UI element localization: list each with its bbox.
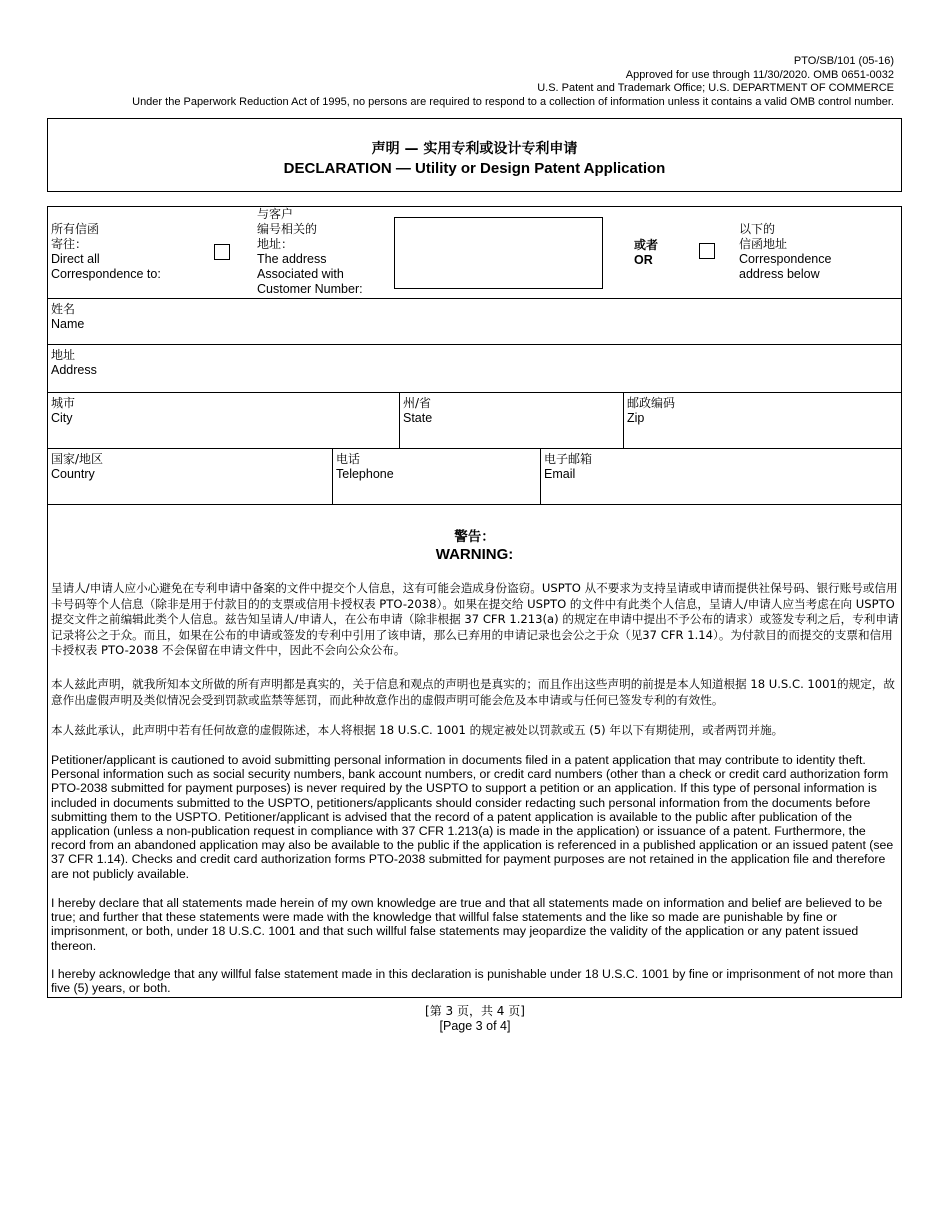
paperwork-notice: Under the Paperwork Reduction Act of 1995, no persons are required to respond to a collection of information unless it contains a valid OMB control number. xyxy=(132,95,894,108)
customer-en-1: The address xyxy=(257,252,327,266)
zip-field[interactable] xyxy=(624,393,901,448)
country-field[interactable] xyxy=(48,449,333,504)
state-en: State xyxy=(403,411,433,425)
warning-paragraph-zh-3: 本人兹此承认，此声明中若有任何故意的虚假陈述，本人将根据 18 U.S.C. 1001 的规定被处以罚款或五 (5) 年以下有期徒刑，或者两罚并施。 xyxy=(51,723,784,737)
omb-approval: Approved for use through 11/30/2020. OMB 0651-0032 xyxy=(625,68,894,81)
address-label xyxy=(51,348,97,378)
warning-paragraph-en-1: Petitioner/applicant is cautioned to avoid submitting personal information in documents filed in a patent application that may contribute to identity theft. Personal information such as social security numbers, bank account numbers, or credit card numbers (other than a check or credit card authorization form PTO-2038 submitted for payment purposes) is never required by the USPTO to support a petition or an application. If this type of personal information is included in documents submitted to the USPTO, petitioners/applicants should consider redacting such personal information from the documents before submitting them to the USPTO. Petitioner/applicant is advised that the record of a patent application is available to the public after publication of the application (unless a non-publication request in compliance with 37 CFR 1.213(a) is made in the application) or issuance of a patent. Furthermore, the record from an abandoned application may also be available to the public if the application is referenced in a published application or an issued patent (see 37 CFR 1.14). Checks and credit card authorization forms PTO-2038 submitted for payment purposes are not retained in the application file and therefore are not publicly available. xyxy=(51,753,894,881)
customer-address-label xyxy=(257,207,363,297)
city-en: City xyxy=(51,411,73,425)
state-zh: 州/省 xyxy=(403,396,432,410)
declaration-form xyxy=(47,206,902,998)
country-telephone-email-row xyxy=(48,449,901,505)
page-number xyxy=(0,1004,950,1034)
form-header xyxy=(132,55,894,109)
address-en: Address xyxy=(51,363,97,377)
city-field[interactable] xyxy=(48,393,400,448)
warning-title-zh: 警告： xyxy=(454,529,495,545)
title-en: DECLARATION — Utility or Design Patent Application xyxy=(283,160,666,177)
customer-number-checkbox[interactable] xyxy=(214,244,230,260)
warning-heading xyxy=(48,505,901,563)
page-number-en: [Page 3 of 4] xyxy=(439,1019,511,1033)
correspondence-row xyxy=(48,207,901,299)
country-en: Country xyxy=(51,467,95,481)
warning-paragraph-zh-1: 呈请人/申请人应小心避免在专利申请中备案的文件中提交个人信息，这有可能会造成身份盗窃。USPTO 从不要求为支持呈请或申请而提供社保号码、银行账号或信用卡号码等个人信息（除非是用于付款目的的支票或信用卡授权表 PTO-2038）。如果在提交给 USPTO 的文件中有此类个人信息，呈请人/申请人应当考虑在向 USPTO 提交文件之前编辑此类个人信息。兹告知呈请人/申请人，在公布申请（除非根据 37 CFR 1.213(a) 的规定在申请中提出不予公布的请求）或签发专利之后，专利申请记录将公之于众。而且，如果在公布的申请或签发的专利中引用了该申请，那么已弃用的申请记录也会公之于众（见37 CFR 1.14）。为付款目的而提交的支票和信用卡授权表 PTO-2038 不会保留在申请文件中，因此不会向公众公布。 xyxy=(51,581,899,657)
correspondence-below-label xyxy=(739,222,831,282)
customer-zh-1: 与客户 xyxy=(257,207,294,221)
form-id: PTO/SB/101 (05-16) xyxy=(793,55,894,67)
customer-number-field[interactable] xyxy=(394,217,603,289)
direct-zh-1: 所有信函 xyxy=(51,222,100,236)
name-en: Name xyxy=(51,317,85,331)
direct-en-2: Correspondence to: xyxy=(51,267,161,281)
agency-line: U.S. Patent and Trademark Office; U.S. DEPARTMENT OF COMMERCE xyxy=(537,82,894,94)
state-label xyxy=(403,396,432,426)
country-zh: 国家/地区 xyxy=(51,452,104,466)
address-field[interactable] xyxy=(48,345,901,393)
or-zh: 或者 xyxy=(634,238,659,252)
warning-paragraph-zh-2: 本人兹此声明，就我所知本文所做的所有声明都是真实的，关于信息和观点的声明也是真实的；而且作出这些声明的前提是本人知道根据 18 U.S.C. 1001的规定，故意作出虚假声明及类似情况会受到罚款或监禁等惩罚，而此种故意作出的虚假声明可能会危及本申请或与任何已签发专利的有效性。 xyxy=(51,677,895,707)
email-field[interactable] xyxy=(541,449,901,504)
name-field[interactable] xyxy=(48,299,901,345)
email-label xyxy=(544,452,592,482)
warning-paragraph-en-3: I hereby acknowledge that any willful false statement made in this declaration is punishable under 18 U.S.C. 1001 by fine or imprisonment of not more than five (5) years, or both. xyxy=(51,967,894,996)
customer-en-2: Associated with xyxy=(257,267,344,281)
zip-label xyxy=(627,396,675,426)
name-zh: 姓名 xyxy=(51,302,76,316)
warning-title-en: WARNING: xyxy=(435,546,514,563)
email-en: Email xyxy=(544,467,576,481)
city-label xyxy=(51,396,75,426)
title-zh: 声明 — 实用专利或设计专利申请 xyxy=(371,141,578,157)
email-zh: 电子邮箱 xyxy=(544,452,593,466)
telephone-en: Telephone xyxy=(336,467,394,481)
direct-correspondence-label xyxy=(51,222,161,282)
telephone-label xyxy=(336,452,394,482)
direct-zh-2: 寄往： xyxy=(51,237,88,251)
warning-paragraph-en-2: I hereby declare that all statements made herein of my own knowledge are true and that all statements made on information and belief are believed to be true; and further that these statements were made with the knowledge that willful false statements and the like so made are punishable by fine or imprisonment, or both, under 18 U.S.C. 1001 and that such willful false statements may jeopardize the validity of the application or any patent issued thereon. xyxy=(51,896,883,953)
zip-en: Zip xyxy=(627,411,645,425)
title-box xyxy=(47,118,902,192)
direct-en-1: Direct all xyxy=(51,252,100,266)
below-en-1: Correspondence xyxy=(739,252,832,266)
country-label xyxy=(51,452,103,482)
name-label xyxy=(51,302,84,332)
state-field[interactable] xyxy=(400,393,624,448)
customer-en-3: Customer Number: xyxy=(257,282,363,296)
customer-zh-3: 地址： xyxy=(257,237,294,251)
below-zh-1: 以下的 xyxy=(739,222,776,236)
city-state-zip-row xyxy=(48,393,901,449)
zip-zh: 邮政编码 xyxy=(627,396,676,410)
city-zh: 城市 xyxy=(51,396,76,410)
customer-zh-2: 编号相关的 xyxy=(257,222,318,236)
or-label xyxy=(634,238,658,268)
address-zh: 地址 xyxy=(51,348,76,362)
or-en: OR xyxy=(634,253,653,267)
below-zh-2: 信函地址 xyxy=(739,237,788,251)
correspondence-below-checkbox[interactable] xyxy=(699,243,715,259)
telephone-field[interactable] xyxy=(333,449,541,504)
telephone-zh: 电话 xyxy=(336,452,361,466)
page-number-zh: [第 3 页，共 4 页] xyxy=(425,1004,525,1018)
below-en-2: address below xyxy=(739,267,820,281)
